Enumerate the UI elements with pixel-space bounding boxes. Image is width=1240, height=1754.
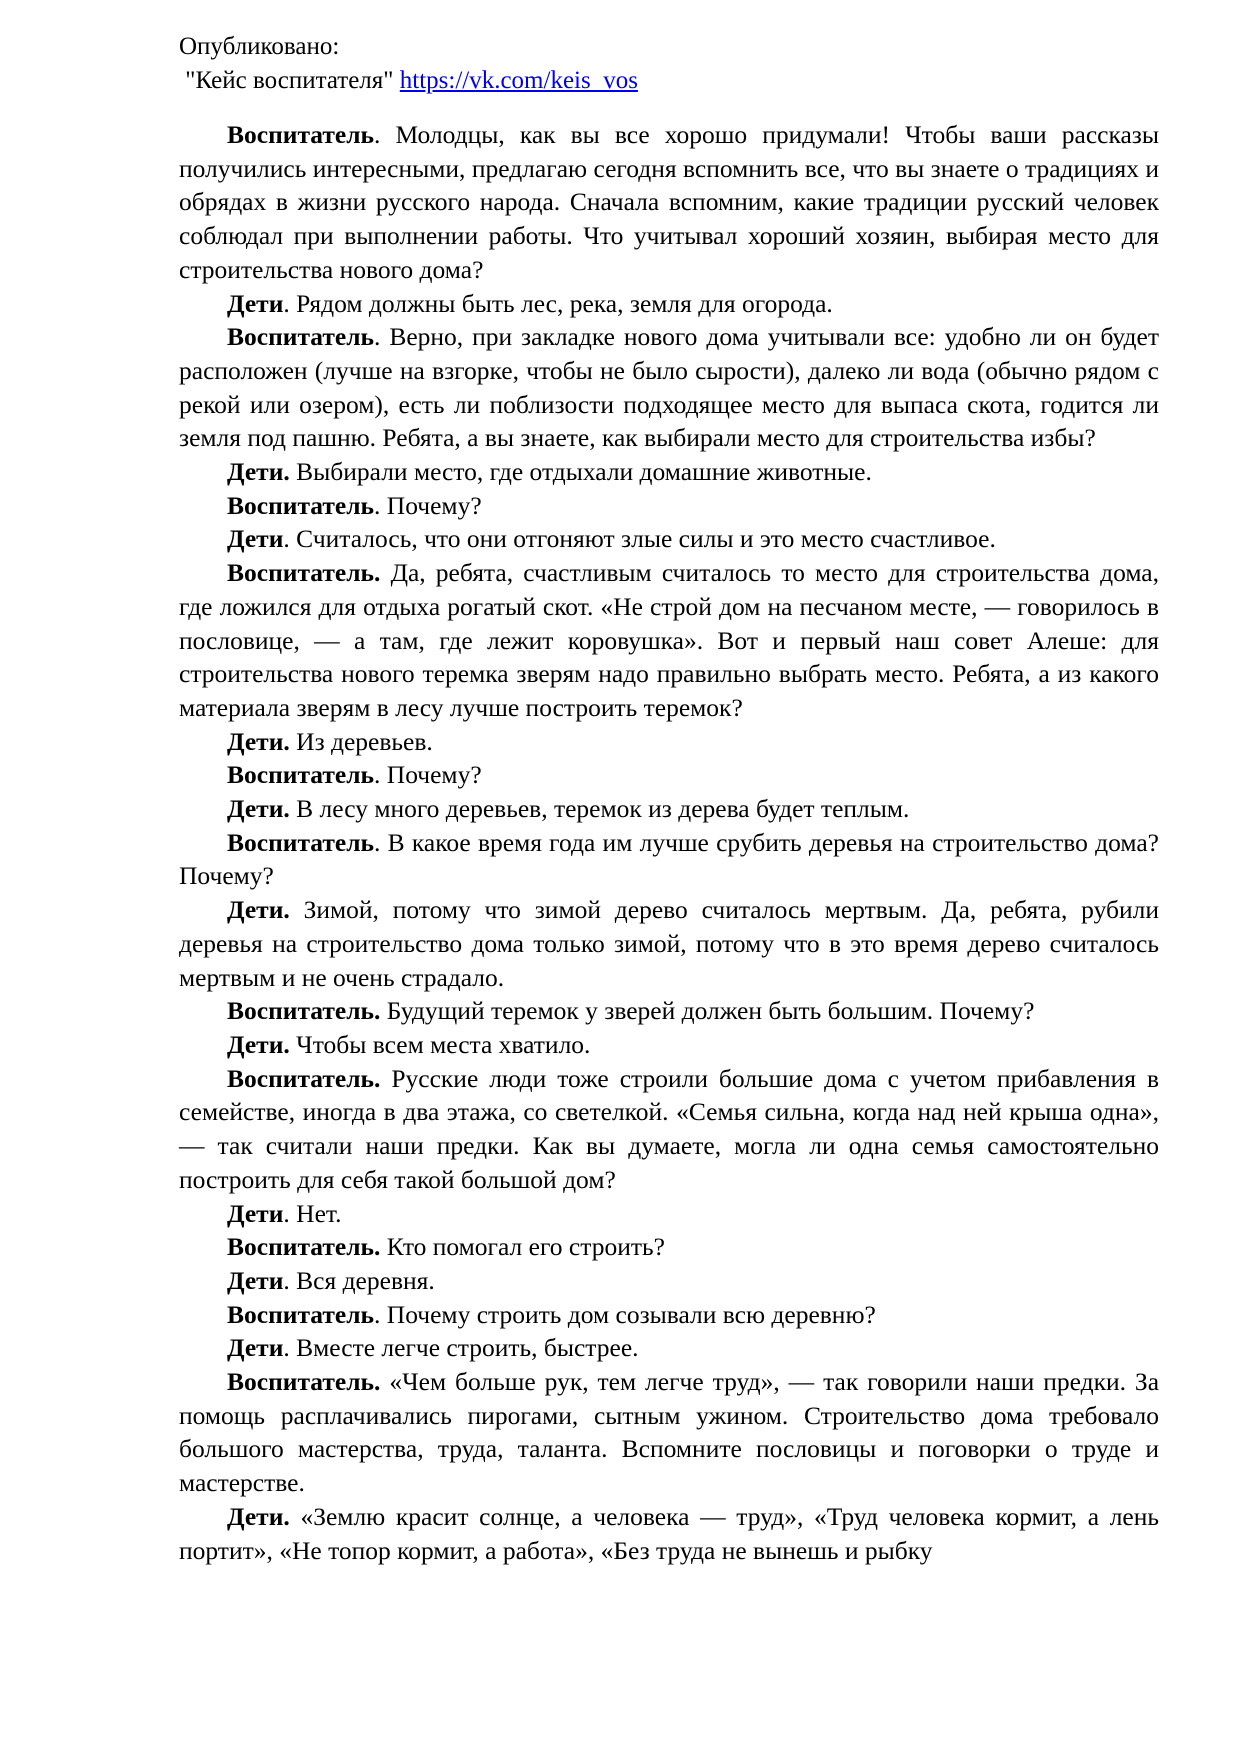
source-line <box>179 64 638 98</box>
dialogue-line: Дети. Рядом должны быть лес, река, земля для огорода. <box>227 288 833 318</box>
line-text: Считалось, что они отгоняют злые силы и это место счастливое. <box>296 524 996 554</box>
speaker-label: Воспитатель. <box>227 1232 381 1262</box>
speaker-label: Дети <box>227 524 284 554</box>
dialogue-line: Воспитатель. Почему? <box>227 760 482 790</box>
line-text: Почему? <box>386 760 482 790</box>
dialogue-line: Дети. Нет. <box>227 1198 342 1228</box>
line-text: Почему? <box>386 490 482 520</box>
speaker-label: Воспитатель <box>227 322 375 352</box>
dialogue-line <box>179 1500 1159 1567</box>
line-text: Выбирали место, где отдыхали домашние животные. <box>296 457 872 487</box>
line-text: Вместе легче строить, быстрее. <box>296 1333 639 1363</box>
line-text: Рядом должны быть лес, река, земля для огорода. <box>296 288 833 318</box>
dialogue-line <box>179 556 1159 725</box>
published-label: Опубликовано: <box>179 33 340 60</box>
line-text: В какое время года им лучше срубить деревья на строительство дома? Почему? <box>179 827 1160 891</box>
dialogue-line: Воспитатель. Почему? <box>227 490 482 520</box>
speaker-label: Воспитатель. <box>227 996 381 1026</box>
speaker-label: Дети <box>227 1333 284 1363</box>
line-text: Зимой, потому что зимой дерево считалось мертвым. Да, ребята, рубили деревья на строительство дома только зимой, потому что в это время дерево считалось мертвым и не очень страдало. <box>179 895 1160 992</box>
speaker-label: Дети. <box>227 457 290 487</box>
line-text: Молодцы, как вы все хорошо придумали! Чтобы ваши рассказы получились интересными, предлагаю сегодня вспомнить все, что вы знаете о традициях и обрядах в жизни русского народа. Сначала вспомним, какие традиции русский человек соблюдал при выполнении работы. Что учитывал хороший хозяин, выбирая место для строительства нового дома? <box>179 120 1159 284</box>
speaker-label: Воспитатель <box>227 1299 375 1329</box>
speaker-label: Дети <box>227 1198 284 1228</box>
dialogue-line: Воспитатель. Почему строить дом созывали всю деревню? <box>227 1299 876 1329</box>
dialogue-line: Воспитатель. Верно, при закладке нового дома учитывали все: удобно ли он будет расположен (лучше на взгорке, чтобы не было сырости), далеко ли вода (обычно рядом с рекой или озером), есть ли поблизости подходящее место для выпаса скота, годится ли земля под пашню. Ребята, а вы знаете, как выбирали место для строительства избы? <box>179 322 1159 453</box>
speaker-label: Дети. <box>227 726 290 756</box>
line-text: Будущий теремок у зверей должен быть большим. Почему? <box>386 996 1035 1026</box>
line-text: Да, ребята, счастливым считалось то место для строительства дома, где ложился для отдыха рогатый скот. «Не строй дом на песчаном месте, — говорилось в пословице, — а там, где лежит коровушка». Вот и первый наш совет Алеше: для строительства нового теремка зверям надо правильно выбрать место. Ребята, а из какого материала зверям в лесу лучше построить теремок? <box>179 558 1160 722</box>
dialogue-line: Дети. Вся деревня. <box>227 1265 435 1295</box>
line-text: Чтобы всем места хватило. <box>296 1029 591 1059</box>
speaker-label: Дети <box>227 1265 284 1295</box>
line-text: Из деревьев. <box>296 726 433 756</box>
speaker-label: Дети. <box>227 895 290 925</box>
dialogue-line: Воспитатель. В какое время года им лучше срубить деревья на строительство дома? Почему? <box>179 827 1160 891</box>
dialogue-line: Воспитатель. Молодцы, как вы все хорошо придумали! Чтобы ваши рассказы получились интересными, предлагаю сегодня вспомнить все, что вы знаете о традициях и обрядах в жизни русского народа. Сначала вспомним, какие традиции русский человек соблюдал при выполнении работы. Что учитывал хороший хозяин, выбирая место для строительства нового дома? <box>179 120 1159 284</box>
dialogue-line <box>179 1062 1159 1197</box>
dialogue-line <box>179 792 1159 826</box>
dialogue-line: Дети. Вместе легче строить, быстрее. <box>227 1333 639 1363</box>
line-text: Русские люди тоже строили большие дома с учетом прибавления в семействе, иногда в два этажа, со светелкой. «Семья сильна, когда над ней крыша одна», — так считали наши предки. Как вы думаете, могла ли одна семья самостоятельно построить для себя такой большой дом? <box>179 1063 1160 1194</box>
line-text: «Землю красит солнце, а человека — труд», «Труд человека кормит, а лень портит», «Не топор кормит, а работа», «Без труда не вынешь и рыбку <box>179 1501 1160 1565</box>
line-text: Вся деревня. <box>296 1265 435 1295</box>
speaker-label: Воспитатель <box>227 490 375 520</box>
source-link[interactable]: https://vk.com/keis_vos <box>399 67 638 94</box>
speaker-label: Воспитатель <box>227 120 375 149</box>
dialogue-line <box>179 893 1159 994</box>
dialogue-line <box>179 725 1159 759</box>
speaker-label: Воспитатель. <box>227 558 381 588</box>
dialogue-line: Дети. Считалось, что они отгоняют злые силы и это место счастливое. <box>227 524 996 554</box>
line-text: В лесу много деревьев, теремок из дерева будет теплым. <box>296 794 910 824</box>
dialogue-line <box>179 1230 1159 1264</box>
speaker-label: Воспитатель <box>227 827 375 857</box>
line-text: Почему строить дом созывали всю деревню? <box>386 1299 876 1329</box>
speaker-label: Воспитатель. <box>227 1367 381 1397</box>
dialogue-line <box>179 1028 1159 1062</box>
dialogue-body <box>179 118 1159 1567</box>
line-text: Нет. <box>296 1198 342 1228</box>
line-text: «Чем больше рук, тем легче труд», — так говорили наши предки. За помощь расплачивались пирогами, сытным ужином. Строительство дома требовало большого мастерства, труда, таланта. Вспомните пословицы и поговорки о труде и мастерстве. <box>179 1367 1160 1498</box>
speaker-label: Дети. <box>227 794 290 824</box>
source-name: "Кейс воспитателя" <box>185 67 394 94</box>
speaker-label: Воспитатель <box>227 760 375 790</box>
speaker-label: Дети <box>227 288 284 318</box>
dialogue-line <box>179 1365 1159 1500</box>
speaker-label: Дети. <box>227 1029 290 1059</box>
line-text: Верно, при закладке нового дома учитывали все: удобно ли он будет расположен (лучше на взгорке, чтобы не было сырости), далеко ли вода (обычно рядом с рекой или озером), есть ли поблизости подходящее место для выпаса скота, годится ли земля под пашню. Ребята, а вы знаете, как выбирали место для строительства избы? <box>179 322 1159 453</box>
publication-header <box>179 30 638 98</box>
line-text: Кто помогал его строить? <box>386 1232 665 1262</box>
speaker-label: Дети. <box>227 1501 290 1531</box>
speaker-label: Воспитатель. <box>227 1063 381 1093</box>
dialogue-line <box>179 994 1159 1028</box>
dialogue-line <box>179 455 1159 489</box>
